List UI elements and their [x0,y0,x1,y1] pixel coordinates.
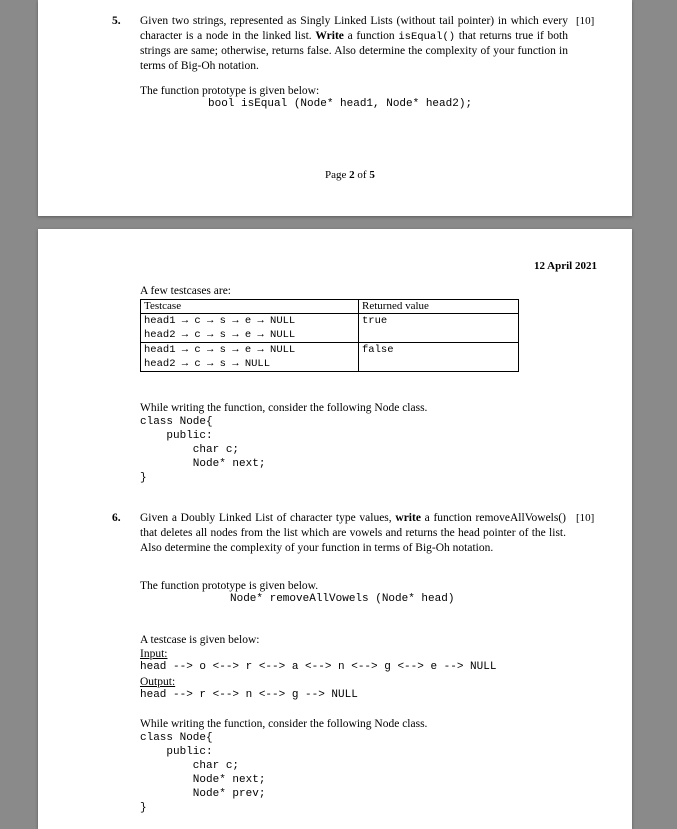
page-footer-total: 5 [369,169,375,181]
testcase-line: head1 → c → s → e → NULL [144,315,296,327]
question-5-text-part-b: a function [343,30,399,42]
code-line: Node* next; [140,458,266,470]
question-5-function-name: isEqual() [398,31,456,43]
table-header-returned-value: Returned value [359,300,519,314]
table-cell-testcase [141,343,359,372]
table-cell-value: true [359,314,519,343]
page-footer [325,168,375,183]
table-header-testcase: Testcase [141,300,359,314]
question-6-node-class-intro: While writing the function, consider the following Node class. [140,718,428,730]
question-6-number: 6. [112,512,121,524]
testcase-line: head1 → c → s → e → NULL [144,344,296,356]
testcases-intro: A few testcases are: [140,285,232,297]
output-list: head --> r <--> n <--> g --> NULL [140,689,358,701]
testcase-table [140,299,519,372]
question-6-text-part-a: Given a Doubly Linked List of character type values, [140,512,396,524]
code-line: char c; [140,444,240,456]
question-5-prototype: bool isEqual (Node* head1, Node* head2); [208,98,473,110]
node-class-code [140,415,265,485]
code-line: class Node{ [140,732,213,744]
table-cell-testcase [141,314,359,343]
testcase-line: head2 → c → s → e → NULL [144,329,296,341]
output-label: Output: [140,676,176,688]
input-label: Input: [140,648,168,660]
code-line: Node* next; [140,774,266,786]
page-footer-number: 2 [349,169,355,181]
question-6-testcase-intro: A testcase is given below: [140,634,260,646]
question-5-text-part-c: that returns true if both strings are same; otherwise, returns false. Also determine the complexity of your function in terms of Big-Oh notation. [140,30,568,72]
code-line: char c; [140,760,240,772]
question-5-number: 5. [112,15,121,27]
testcase-line: head2 → c → s → NULL [144,358,271,370]
code-line: public: [140,430,213,442]
page-footer-of: of [354,169,370,181]
code-line: Node* prev; [140,788,266,800]
code-line: } [140,802,147,814]
question-6-write-emphasis: write [395,512,421,524]
document-page-3 [38,229,632,829]
code-line: public: [140,746,213,758]
question-6-node-class-code [140,731,265,815]
question-5-write-emphasis: Write [315,30,344,42]
document-page-2 [38,0,632,216]
question-5-prototype-intro: The function prototype is given below: [140,85,320,97]
question-6-prototype: Node* removeAllVowels (Node* head) [230,593,455,605]
question-6-prototype-intro: The function prototype is given below. [140,580,319,592]
code-line: } [140,472,147,484]
question-5-text-part-a: Given two strings, represented as Singly Linked Lists (without tail pointer) in which every character is a node in the linked list. [140,15,568,42]
question-6-text [140,511,566,556]
table-row [141,314,519,343]
table-header-row [141,300,519,314]
question-5-text [140,14,568,74]
question-6-marks: [10] [576,512,595,524]
page-footer-prefix: Page [325,169,350,181]
table-cell-value: false [359,343,519,372]
input-list: head --> o <--> r <--> a <--> n <--> g <--> e --> NULL [140,661,497,673]
table-row [141,343,519,372]
code-line: class Node{ [140,416,213,428]
question-5-marks: [10] [576,15,595,27]
header-date: 12 April 2021 [534,260,597,272]
question-6-text-part-b: a function removeAllVowels() that deletes all nodes from the list which are vowels and returns the head pointer of the list. Also determine the complexity of your function in terms of Big-Oh notation. [140,512,567,554]
node-class-intro: While writing the function, consider the following Node class. [140,402,428,414]
